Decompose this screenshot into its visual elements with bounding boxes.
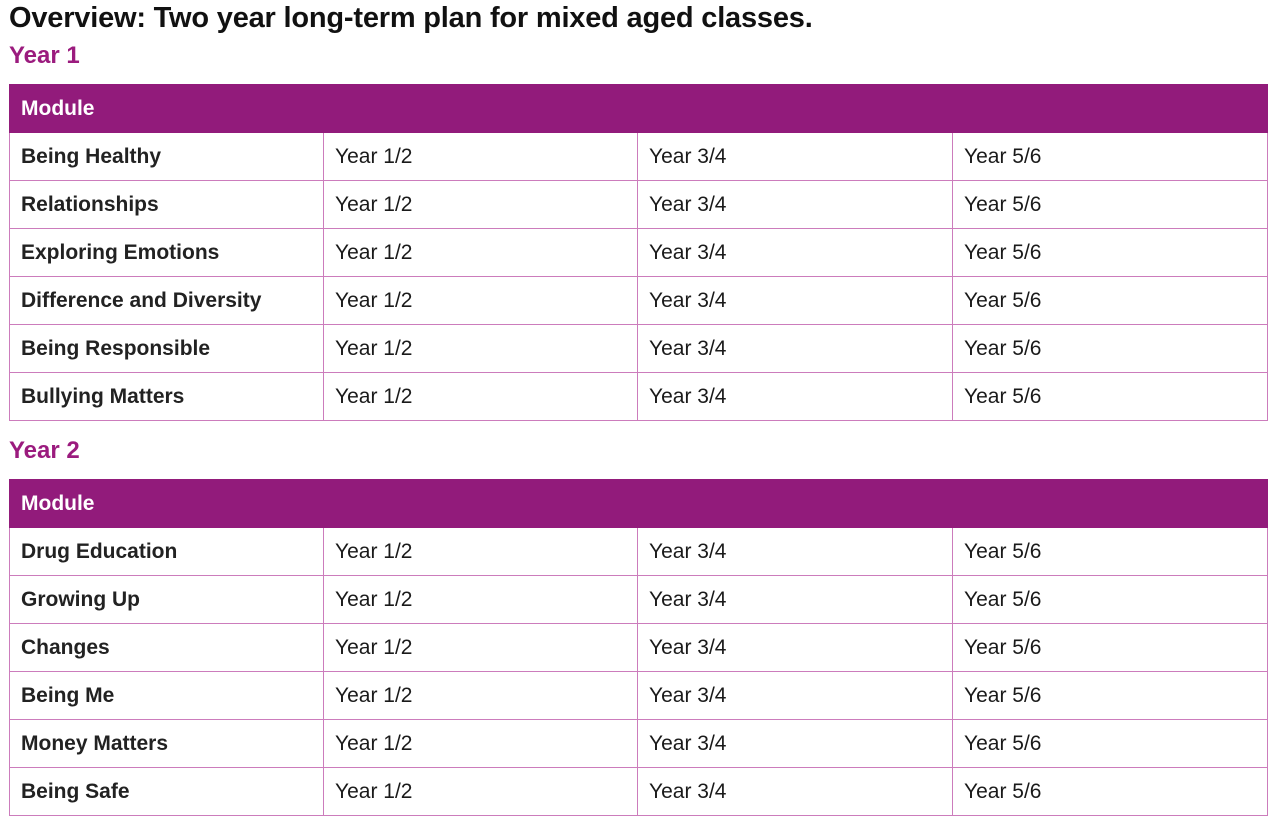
module-name-cell: Difference and Diversity <box>10 277 324 325</box>
year-1-2-cell: Year 1/2 <box>324 528 638 576</box>
year-3-4-cell: Year 3/4 <box>638 720 953 768</box>
year-1-2-cell: Year 1/2 <box>324 373 638 421</box>
year-1-table <box>9 84 1268 421</box>
table-row <box>10 229 1268 277</box>
year-3-4-cell: Year 3/4 <box>638 277 953 325</box>
year-2-heading: Year 2 <box>9 437 80 464</box>
module-name-cell: Being Me <box>10 672 324 720</box>
year-1-2-cell: Year 1/2 <box>324 277 638 325</box>
table-row <box>10 373 1268 421</box>
module-name-cell: Bullying Matters <box>10 373 324 421</box>
year-3-4-cell: Year 3/4 <box>638 672 953 720</box>
module-name-cell: Being Responsible <box>10 325 324 373</box>
year-3-4-cell: Year 3/4 <box>638 133 953 181</box>
year-5-6-cell: Year 5/6 <box>953 229 1268 277</box>
year-3-4-cell: Year 3/4 <box>638 576 953 624</box>
year-5-6-cell: Year 5/6 <box>953 133 1268 181</box>
table-row <box>10 133 1268 181</box>
year-3-4-cell: Year 3/4 <box>638 373 953 421</box>
module-column-header: Module <box>10 480 1268 528</box>
year-5-6-cell: Year 5/6 <box>953 672 1268 720</box>
module-name-cell: Relationships <box>10 181 324 229</box>
year-5-6-cell: Year 5/6 <box>953 277 1268 325</box>
module-name-cell: Exploring Emotions <box>10 229 324 277</box>
year-1-2-cell: Year 1/2 <box>324 720 638 768</box>
year-1-2-cell: Year 1/2 <box>324 325 638 373</box>
table-header-row <box>10 85 1268 133</box>
table-row <box>10 277 1268 325</box>
year-3-4-cell: Year 3/4 <box>638 624 953 672</box>
table-row <box>10 768 1268 816</box>
year-2-table <box>9 479 1268 816</box>
table-row <box>10 325 1268 373</box>
year-5-6-cell: Year 5/6 <box>953 325 1268 373</box>
year-5-6-cell: Year 5/6 <box>953 373 1268 421</box>
table-row <box>10 528 1268 576</box>
module-name-cell: Changes <box>10 624 324 672</box>
year-1-2-cell: Year 1/2 <box>324 229 638 277</box>
year-1-2-cell: Year 1/2 <box>324 181 638 229</box>
table-header-row <box>10 480 1268 528</box>
page-title: Overview: Two year long-term plan for mixed aged classes. <box>9 2 813 34</box>
table-row <box>10 576 1268 624</box>
year-1-2-cell: Year 1/2 <box>324 576 638 624</box>
year-5-6-cell: Year 5/6 <box>953 528 1268 576</box>
module-name-cell: Money Matters <box>10 720 324 768</box>
year-3-4-cell: Year 3/4 <box>638 229 953 277</box>
year-5-6-cell: Year 5/6 <box>953 720 1268 768</box>
module-name-cell: Growing Up <box>10 576 324 624</box>
table-row <box>10 181 1268 229</box>
year-1-2-cell: Year 1/2 <box>324 768 638 816</box>
module-name-cell: Being Healthy <box>10 133 324 181</box>
year-5-6-cell: Year 5/6 <box>953 181 1268 229</box>
module-name-cell: Drug Education <box>10 528 324 576</box>
module-column-header: Module <box>10 85 1268 133</box>
year-5-6-cell: Year 5/6 <box>953 576 1268 624</box>
year-3-4-cell: Year 3/4 <box>638 528 953 576</box>
module-name-cell: Being Safe <box>10 768 324 816</box>
year-3-4-cell: Year 3/4 <box>638 325 953 373</box>
year-3-4-cell: Year 3/4 <box>638 768 953 816</box>
year-1-heading: Year 1 <box>9 42 80 69</box>
year-5-6-cell: Year 5/6 <box>953 768 1268 816</box>
year-1-2-cell: Year 1/2 <box>324 624 638 672</box>
year-1-2-cell: Year 1/2 <box>324 672 638 720</box>
table-row <box>10 672 1268 720</box>
table-row <box>10 624 1268 672</box>
year-1-2-cell: Year 1/2 <box>324 133 638 181</box>
table-row <box>10 720 1268 768</box>
year-3-4-cell: Year 3/4 <box>638 181 953 229</box>
year-5-6-cell: Year 5/6 <box>953 624 1268 672</box>
